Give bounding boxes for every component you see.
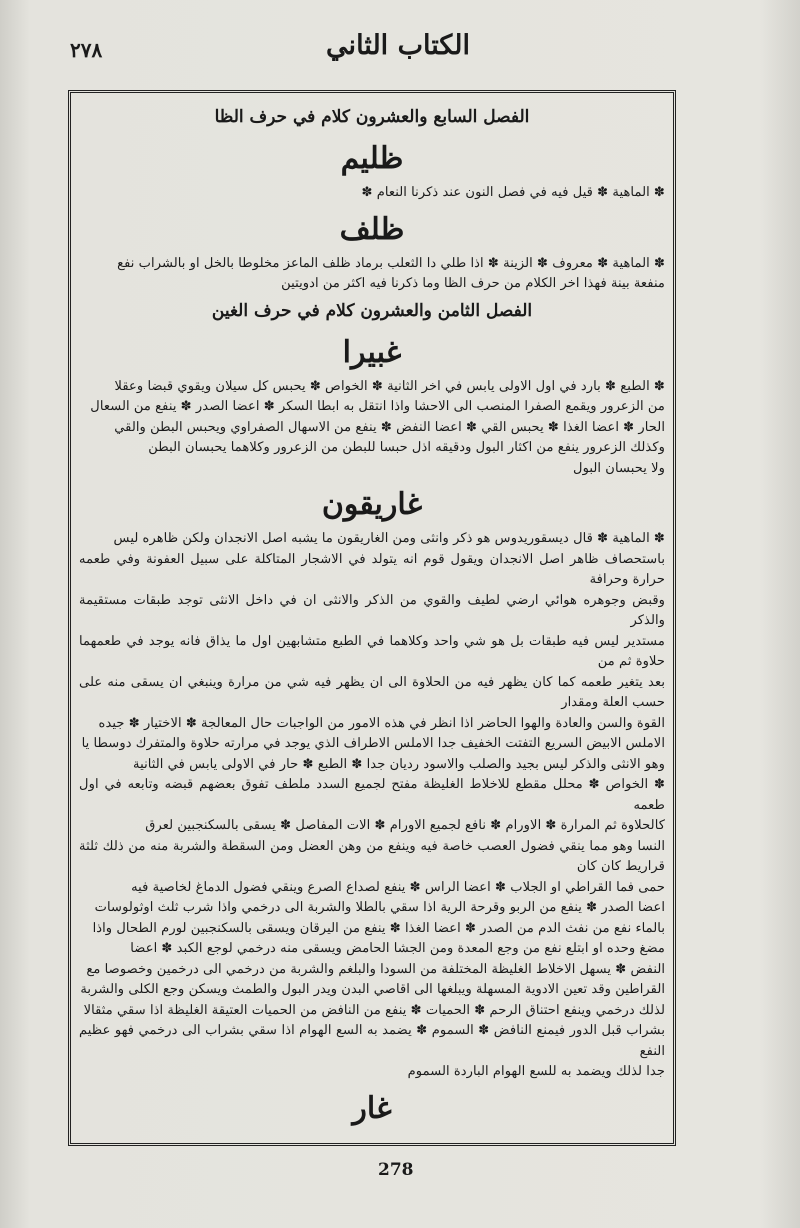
text-line: القراطين وقد تعين الادوية المسهلة ويبلغها الى اقاصي البدن ويدر البول والطمث ويسكن وجع الكلى والشربة <box>80 982 665 997</box>
text-line: ✽ الماهية ✽ قال ديسقوريدوس هو ذكر وانثى ومن الغاريقون ما يشبه اصل الانجدان ولكن ظاهره ليس <box>113 531 665 546</box>
text-line: بالماء نفع من نفث الدم من الصدر ✽ اعضا الغذا ✽ ينفع من اليرقان ويسقى بالسكنجبين لورم الطحال واذا <box>92 920 665 936</box>
text-line: وهو الانثى والذكر ليس بجيد والصلب والاسود رديان جدا ✽ الطبع ✽ حار في الاولى يابس في الثانية <box>133 756 665 772</box>
text-line: وقبض وجوهره هوائي ارضي لطيف والقوي من الذكر والانثى ان في داخل الانثى توجد طبقات مستقيمة والذكر <box>79 592 665 628</box>
headword-zalf: ظلف <box>339 211 405 247</box>
text-line: بشراب قبل الدور فيمنع النافض ✽ السموم ✽ يضمد به السع الهوام اذا سقي بشراب الى درخمي فهو عظيم النفع <box>79 1023 665 1059</box>
text-line: ولا يحبسان البول <box>573 460 665 476</box>
text-line: مستدير ليس فيه طبقات بل هو شي واحد وكلاهما في الطبع متشابهين اول ما يذاق فانه يوجد في طعمهما حلاوة ثم من <box>79 633 665 669</box>
running-header <box>70 30 750 70</box>
entry-text-ghariqun <box>79 529 665 1083</box>
chapter-title-ta: الفصل السابع والعشرون كلام في حرف الظا <box>214 107 530 127</box>
text-line: ✽ الخواص ✽ محلل مقطع للاخلاط الغليظة مفتح لجميع السدد ملطف تفوق بعضهم قبضه وتابعه في اول طعمه <box>79 777 665 813</box>
text-body <box>79 101 665 1135</box>
text-line: من الزعرور ويقمع الصفرا المنصب الى الاحشا واذا انتقل به ابطا السكر ✽ اعضا الصدر ✽ ينفع من السعال <box>90 399 665 414</box>
entry-text-zalf <box>79 254 665 295</box>
chapter-title-ghain: الفصل الثامن والعشرون كلام في حرف الغين <box>211 300 533 321</box>
text-line: باستحصاف ظاهر اصل الانجدان ويقول قوم انه يتولد في الاشجار المتاكلة على سبيل العفونة وفي طعمه حرارة وحرافة <box>79 551 665 587</box>
text-line: اعضا الصدر ✽ ينفع من الربو وقرحة الرية اذا سقي بالطلا والشربة الى درخمي واذا شرب ثلث اوثولوسات <box>94 900 665 915</box>
entry-text-ghar <box>79 1133 665 1136</box>
running-header-page-number: ٢٧٨ <box>70 38 103 62</box>
text-line: بعد يتغير طعمه كما كان يظهر فيه من الحلاوة الى ان يظهر فيه شي من مرارة وينبغي ان يسقى منه على حسب العلة ومقدار <box>79 674 665 710</box>
text-line: النسا وهو مما ينقي فضول العصب خاصة فيه وينفع من وهن العضل ومن السقطة والشربة منه من ذلك ثلثة قراريط كان كان <box>79 838 665 874</box>
text-line: كالحلاوة ثم المرارة ✽ الاورام ✽ نافع لجميع الاورام ✽ الات المفاصل ✽ يسقى بالسكنجبين لعرق <box>145 818 665 833</box>
text-line: الحار ✽ اعضا الغذا ✽ يحبس القي ✽ اعضا النفض ✽ ينفع من الاسهال الصفراوي ويحبس البطن والقي <box>114 419 665 435</box>
text-line: ✽ الماهية ✽ معروف ✽ الزينة ✽ اذا طلي دا الثعلب برماد ظلف الماعز مخلوطا بالخل او بالشراب نفع <box>117 255 665 271</box>
headword-ghariqun: غاريقون <box>321 487 423 522</box>
text-line: وكذلك الزعرور ينفع من اكثار البول ودقيقه اذل حبسا للبطن من الزعرور وكلاهما يحبسان البطن <box>148 440 665 455</box>
text-line: منفعة بينة فهذا اخر الكلام من حرف الظا وما ذكرنا فيه اكثر من ادويتين <box>281 276 665 291</box>
text-line: القوة والسن والعادة والهوا الحاضر اذا انظر في هذه الامور من الواجبات حال المعالجة ✽ الاختيار ✽ جيده <box>98 715 665 731</box>
headword-ghar: غار <box>352 1090 392 1126</box>
text-line: مضغ وحده او ابتلع نفع من وجع المعدة ومن الجشا الحامض ويسقى منه درخمي لوجع الكبد ✽ اعضا <box>130 941 665 956</box>
text-frame <box>68 90 676 1146</box>
footer-page-number: 278 <box>378 1160 414 1180</box>
text-line: الاملس الابيض السريع التفتت الخفيف جدا الاملس الاطراف الذي يوجد في مرارته حلاوة والمتفرك دوسطا يا <box>81 736 665 751</box>
headword-zalim: ظليم <box>340 141 404 176</box>
text-line: لذلك درخمي وينفع احتناق الرحم ✽ الحميات ✽ ينفع من النافض من الحميات العتيقة الغليظة اذا سقي مثقالا <box>83 1002 665 1018</box>
headword-ghubayra: غبيرا <box>342 334 402 370</box>
text-line: النفض ✽ يسهل الاخلاط الغليظة المختلفة من السودا والبلغم والشربة من درخمي الى درخمين وخصوصا مع <box>86 961 665 977</box>
entry-text-zalim: ✽ الماهية ✽ قيل فيه في فصل النون عند ذكرنا النعام ✽ <box>361 185 665 200</box>
entry-text-ghubayra <box>79 377 665 480</box>
text-line: جدا لذلك ويضمد به للسع الهوام الباردة السموم <box>407 1064 665 1079</box>
text-line <box>79 1133 665 1136</box>
running-header-title: الكتاب الثاني <box>326 30 470 61</box>
text-line: حمى فما القراطي او الجلاب ✽ اعضا الراس ✽ ينفع لصداع الصرع وينقي فضول الدماغ لخاصية فيه <box>131 879 665 895</box>
text-line: ✽ الطبع ✽ بارد في اول الاولى يابس في اخر الثانية ✽ الخواص ✽ يحبس كل سيلان ويقوي قبضا وعقلا <box>114 378 665 394</box>
